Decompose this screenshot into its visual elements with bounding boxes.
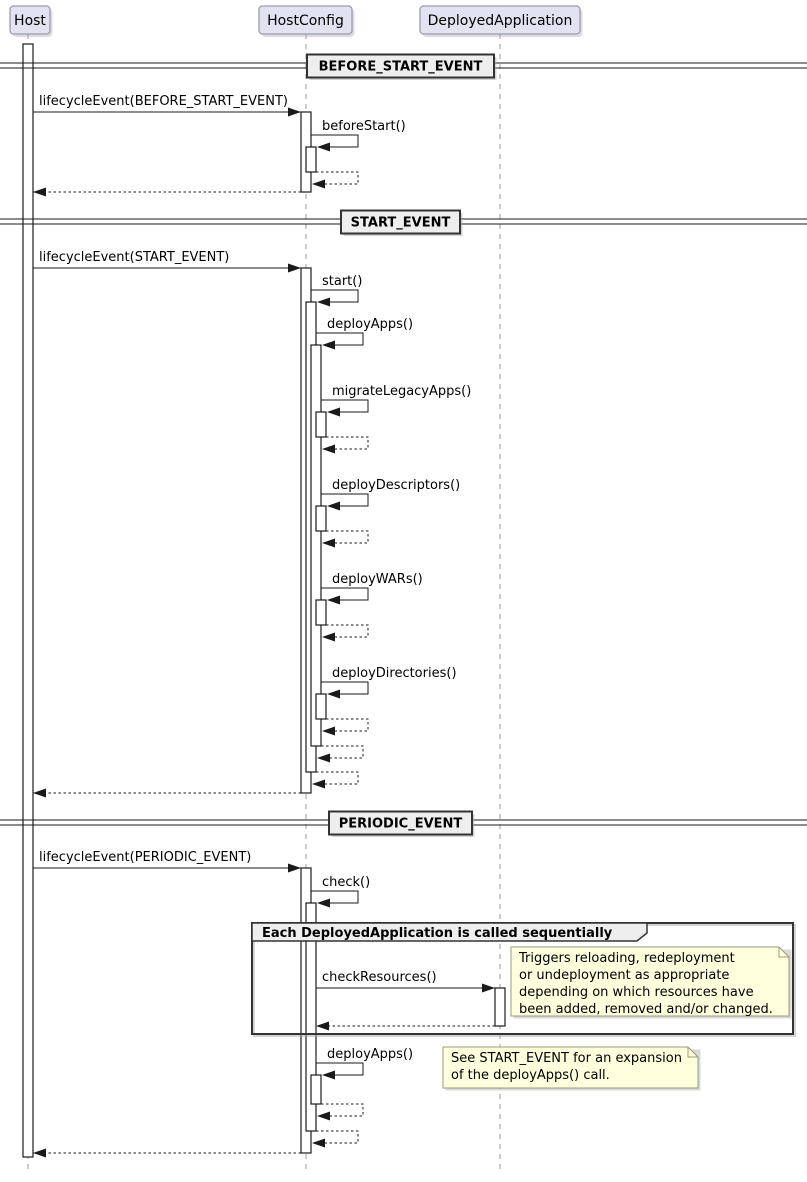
message-1-beforestart-label: beforeStart() [322,119,406,134]
message-7-migratelegacyapps-label: migrateLegacyApps() [332,384,472,399]
note-1-line: See START_EVENT for an expansion [451,1051,682,1066]
activation-deployapps [311,345,321,746]
participant-deployedapplication-label: DeployedApplication [427,13,573,29]
note-0-line: been added, removed and/or changed. [519,1002,773,1017]
message-4-lifecycleevent-start-event-label: lifecycleEvent(START_EVENT) [39,250,230,265]
activation-beforestart [306,147,316,172]
message-22-deployapps-label: deployApps() [327,1047,414,1062]
divider-before-start-event-label: BEFORE_START_EVENT [318,59,483,75]
message-5-start-label: start() [322,274,363,289]
message-11-deploywars-label: deployWARs() [332,572,423,587]
message-9-deploydescriptors-label: deployDescriptors() [332,478,461,493]
message-19-check-label: check() [322,875,371,890]
participant-host-label: Host [14,13,46,29]
message-18-lifecycleevent-periodic-event-label: lifecycleEvent(PERIODIC_EVENT) [39,850,252,865]
activation-deploydirectories [316,694,326,719]
activation-deploydescriptors [316,506,326,531]
activation-deployapps-periodic [311,1075,321,1104]
activation-migratelegacyapps [316,412,326,437]
note-1-line: of the deployApps() call. [451,1068,610,1083]
activation-deploywars [316,600,326,625]
group-title: Each DeployedApplication is called sequentially [262,926,613,941]
message-13-deploydirectories-label: deployDirectories() [332,666,457,681]
divider-start-event-label: START_EVENT [350,215,451,231]
message-6-deployapps-label: deployApps() [327,317,414,332]
message-0-lifecycleevent-before-start-event-label: lifecycleEvent(BEFORE_START_EVENT) [39,94,288,109]
note-0-line: or undeployment as appropriate [519,968,730,983]
activation-host-main [23,44,33,1157]
activation-da-checkresources [495,988,505,1026]
note-0-line: Triggers reloading, redeployment [519,951,735,966]
divider-periodic-event-label: PERIODIC_EVENT [338,816,463,832]
note-0-line: depending on which resources have [519,985,754,1000]
participant-hostconfig-label: HostConfig [267,13,344,29]
message-20-checkresources-label: checkResources() [322,970,437,985]
